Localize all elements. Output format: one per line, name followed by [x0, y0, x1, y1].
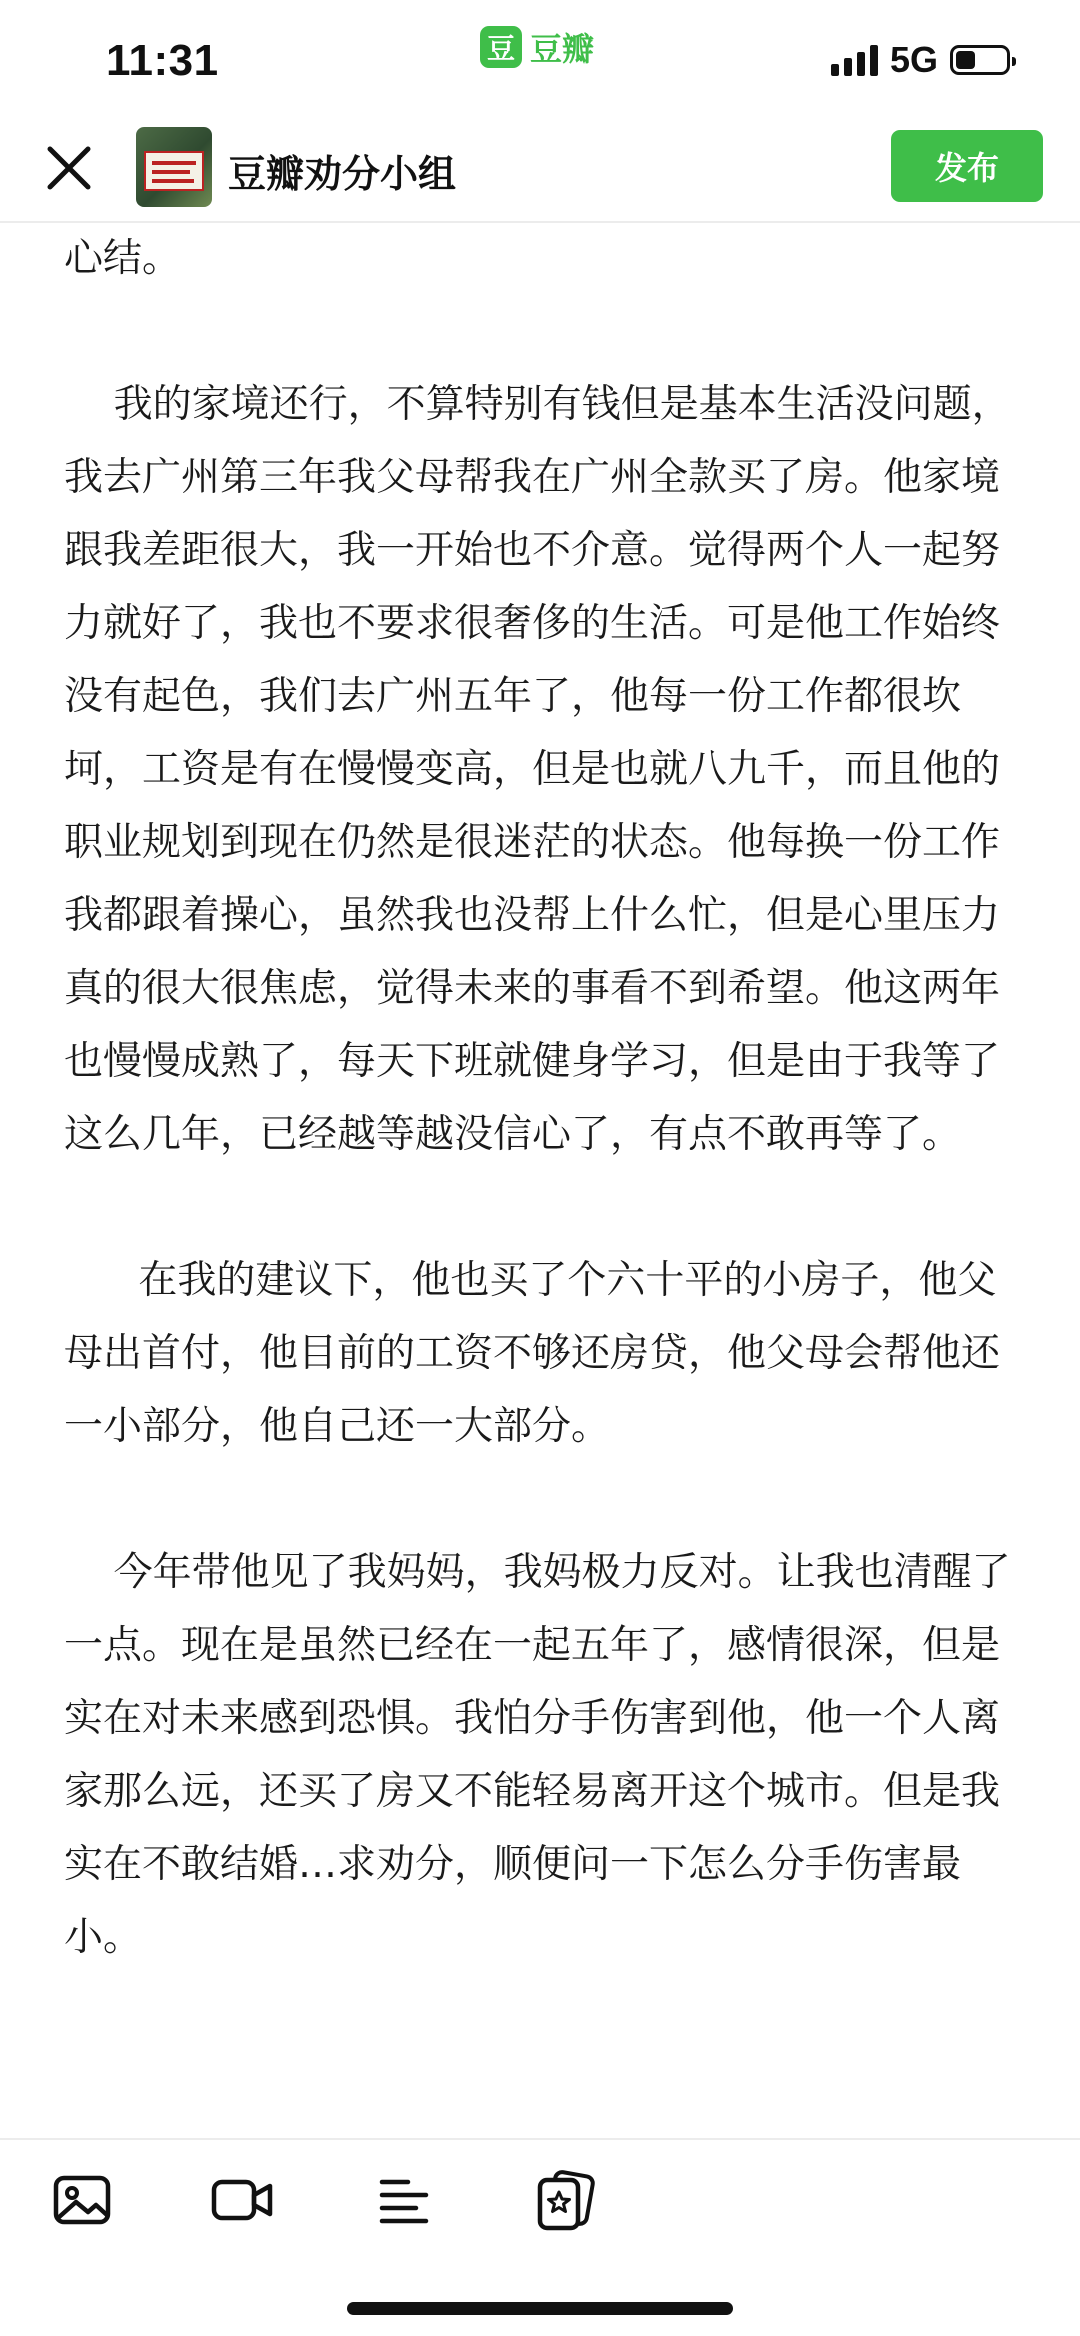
avatar-sign-image [144, 151, 204, 191]
close-button[interactable] [40, 139, 98, 197]
battery-icon [950, 45, 1010, 75]
sticker-icon [534, 2168, 598, 2232]
post-editor-header [0, 115, 1080, 223]
status-bar [0, 0, 1080, 110]
post-paragraph: 在我的建议下，他也买了个六十平的小房子，他父母出首付，他目前的工资不够还房贷，他父母会帮他还一小部分，他自己还一大部分。 [64, 1258, 1001, 1449]
video-icon [210, 2168, 276, 2232]
text-format-button[interactable] [372, 2168, 436, 2232]
publish-button[interactable]: 发布 [891, 130, 1043, 202]
network-type: 5G [889, 39, 938, 80]
douban-logo-icon: 豆 [480, 26, 522, 68]
group-title[interactable]: 豆瓣劝分小组 [228, 152, 457, 196]
status-time: 11:31 [106, 36, 219, 85]
sticker-button[interactable] [534, 2168, 598, 2232]
douban-status-logo [480, 26, 594, 68]
text-format-icon [372, 2168, 436, 2232]
insert-video-button[interactable] [210, 2168, 276, 2232]
home-indicator[interactable] [347, 2302, 733, 2315]
group-avatar[interactable] [136, 127, 212, 207]
post-paragraph: 我的家境还行，不算特别有钱但是基本生活没问题，我去广州第三年我父母帮我在广州全款买了房。他家境跟我差距很大，我一开始也不介意。觉得两个人一起努力就好了，我也不要求很奢侈的生活。可是他工作始终没有起色，我们去广州五年了，他每一份工作都很坎坷，工资是有在慢慢变高，但是也就八九千，而且他的职业规划到现在仍然是很迷茫的状态。他每换一份工作我都跟着操心，虽然我也没帮上什么忙，但是心里压力真的很大很焦虑，觉得未来的事看不到希望。他这两年也慢慢成熟了，每天下班就健身学习，但是由于我等了这么几年，已经越等越没信心了，有点不敢再等了。 [64, 382, 1011, 1157]
insert-image-button[interactable] [50, 2168, 114, 2232]
status-indicators [831, 40, 1010, 80]
image-icon [50, 2168, 114, 2232]
post-paragraph: 心结。 [64, 236, 182, 281]
post-content-editor[interactable] [64, 222, 1018, 1974]
cellular-signal-icon [831, 44, 878, 76]
editor-toolbar [0, 2138, 1080, 2258]
close-icon [40, 139, 98, 197]
post-paragraph: 今年带他见了我妈妈，我妈极力反对。让我也清醒了一点。现在是虽然已经在一起五年了，感情很深，但是实在对未来感到恐惧。我怕分手伤害到他，他一个人离家那么远，还买了房又不能轻易离开这个城市。但是我实在不敢结婚…求劝分，顺便问一下怎么分手伤害最小。 [64, 1550, 1011, 1960]
douban-logo-text: 豆瓣 [530, 30, 595, 68]
battery-level [956, 51, 975, 69]
